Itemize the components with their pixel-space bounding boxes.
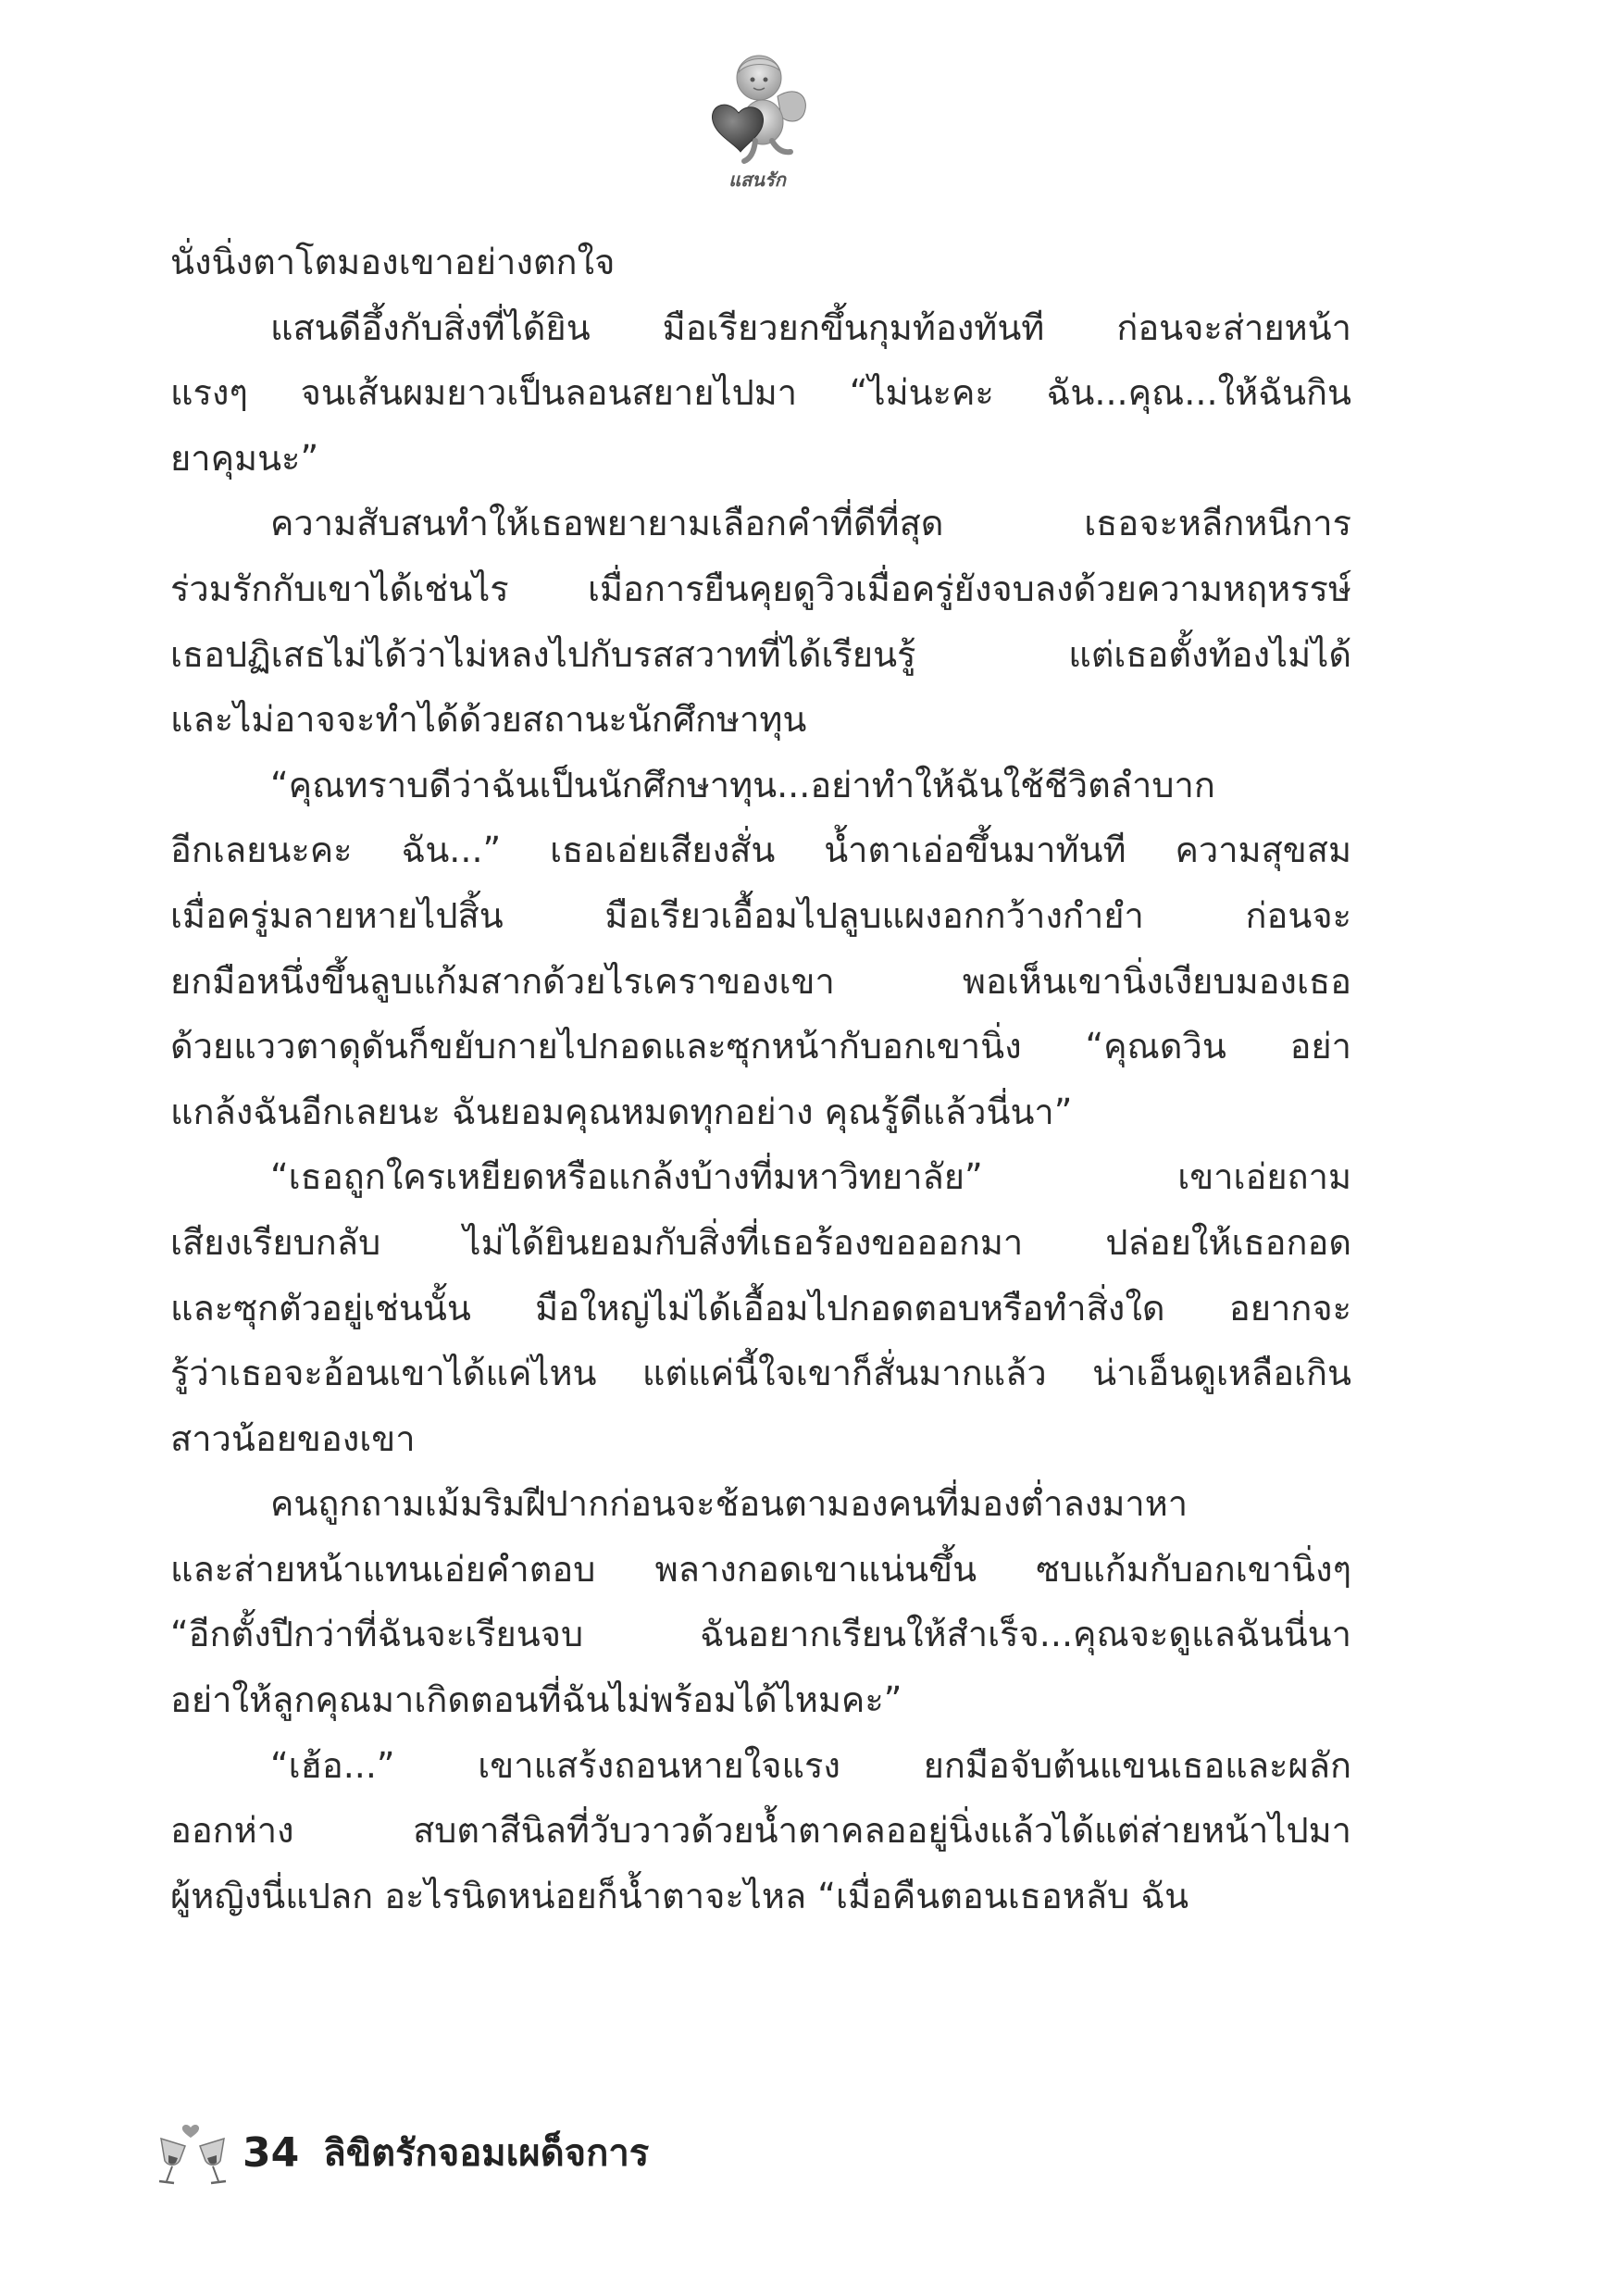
paragraph-line: “คุณทราบดีว่าฉันเป็นนักศึกษาทุน...อย่าทำให้ฉันใช้ชีวิตลำบาก (270, 764, 1215, 805)
paragraph-line: อย่าให้ลูกคุณมาเกิดตอนที่ฉันไม่พร้อมได้ไหมคะ” (170, 1679, 902, 1721)
paragraph-line: ผู้หญิงนี่แปลก อะไรนิดหน่อยก็น้ำตาจะไหล “เมื่อคืนตอนเธอหลับ ฉัน (170, 1875, 1189, 1916)
paragraph-line: ออกห่าง สบตาสีนิลที่วับวาวด้วยน้ำตาคลออยู่นิ่งแล้วได้แต่ส่ายหน้าไปมา (170, 1810, 1351, 1852)
paragraph-line: “เฮ้อ...” เขาแสร้งถอนหายใจแรง ยกมือจับต้นแขนเธอและผลัก (270, 1744, 1351, 1786)
paragraph-line: “เธอถูกใครเหยียดหรือแกล้งบ้างที่มหาวิทยาลัย” เขาเอ่ยถาม (270, 1156, 1351, 1198)
page-body (170, 230, 1351, 1928)
cherub-with-heart-icon (702, 48, 813, 173)
paragraph-line: ร่วมรักกับเขาได้เช่นไร เมื่อการยืนคุยดูวิวเมื่อครู่ยังจบลงด้วยความหฤหรรษ์ (170, 568, 1351, 609)
logo-text: แสนรัก (728, 168, 786, 191)
paragraph-line: ยาคุมนะ” (170, 437, 319, 479)
page-footer (148, 2111, 649, 2194)
paragraph-line: อีกเลยนะคะ ฉัน...” เธอเอ่ยเสียงสั่น น้ำตาเอ่อขึ้นมาทันที ความสุขสม (170, 830, 1351, 871)
paragraph-line: แรงๆ จนเส้นผมยาวเป็นลอนสยายไปมา “ไม่นะคะ ฉัน...คุณ...ให้ฉันกิน (170, 372, 1351, 414)
paragraph-line: นั่งนิ่งตาโตมองเขาอย่างตกใจ (170, 242, 616, 282)
paragraph-line: คนถูกถามเม้มริมฝีปากก่อนจะช้อนตามองคนที่มองต่ำลงมาหา (270, 1483, 1189, 1525)
book-title: ลิขิตรักจอมเผด็จการ (323, 2132, 650, 2175)
page-number: 34 (243, 2128, 300, 2177)
paragraph-line: สาวน้อยของเขา (170, 1417, 416, 1459)
paragraph-line: และส่ายหน้าแทนเอ่ยคำตอบ พลางกอดเขาแน่นขึ้น ซบแก้มกับอกเขานิ่งๆ (170, 1548, 1351, 1590)
paragraph-line: และซุกตัวอยู่เช่นนั้น มือใหญ่ไม่ได้เอื้อมไปกอดตอบหรือทำสิ่งใด อยากจะ (170, 1287, 1351, 1329)
paragraph-line: “อีกตั้งปีกว่าที่ฉันจะเรียนจบ ฉันอยากเรียนให้สำเร็จ...คุณจะดูแลฉันนี่นา (170, 1614, 1351, 1655)
paragraph-line: ด้วยแววตาดุดันก็ขยับกายไปกอดและซุกหน้ากับอกเขานิ่ง “คุณดวิน อย่า (170, 1026, 1351, 1067)
paragraph-line: เธอปฏิเสธไม่ได้ว่าไม่หลงไปกับรสสวาทที่ได้เรียนรู้ แต่เธอตั้งท้องไม่ได้ (170, 633, 1351, 675)
paragraph-line: แสนดีอึ้งกับสิ่งที่ได้ยิน มือเรียวยกขึ้นกุมท้องทันที ก่อนจะส่ายหน้า (270, 306, 1351, 348)
paragraph-line: รู้ว่าเธอจะอ้อนเขาได้แค่ไหน แต่แค่นี้ใจเขาก็สั่นมากแล้ว น่าเอ็นดูเหลือเกิน (170, 1353, 1351, 1394)
paragraph-line: เสียงเรียบกลับ ไม่ได้ยินยอมกับสิ่งที่เธอร้องขอออกมา ปล่อยให้เธอกอด (170, 1221, 1351, 1263)
paragraph-line: ความสับสนทำให้เธอพยายามเลือกคำที่ดีที่สุด เธอจะหลีกหนีการ (270, 503, 1351, 544)
paragraph-line: และไม่อาจจะทำได้ด้วยสถานะนักศึกษาทุน (170, 699, 807, 741)
paragraph-line: เมื่อครู่มลายหายไปสิ้น มือเรียวเอื้อมไปลูบแผงอกกว้างกำยำ ก่อนจะ (170, 894, 1351, 936)
publisher-logo (702, 48, 813, 191)
paragraph-line: แกล้งฉันอีกเลยนะ ฉันยอมคุณหมดทุกอย่าง คุณรู้ดีแล้วนี่นา” (170, 1091, 1073, 1132)
paragraph-line: ยกมือหนึ่งขึ้นลูบแก้มสากด้วยไรเคราของเขา พอเห็นเขานิ่งเงียบมองเธอ (170, 960, 1351, 1002)
wine-glasses-heart-icon (148, 2118, 237, 2187)
